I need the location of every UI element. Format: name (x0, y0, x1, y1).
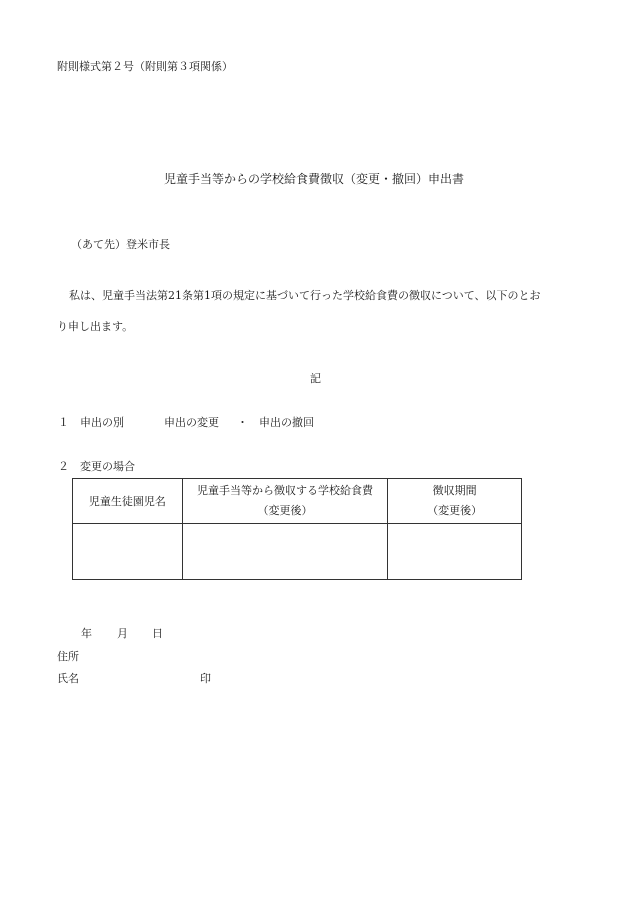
name-label: 氏名 (57, 672, 79, 685)
item-2-number: ２ (58, 460, 69, 473)
change-details-table (72, 478, 522, 580)
form-number-label: 附則様式第２号（附則第３項関係） (57, 60, 233, 73)
body-text-line-1: 私は、児童手当法第21条第1項の規定に基づいて行った学校給食費の徴収について、以下のとお (69, 289, 541, 302)
item-1-number: １ (58, 416, 69, 429)
header-lunch-fee-line-1: 児童手当等から徴収する学校給食費 (197, 484, 374, 497)
date-month[interactable]: 月 (117, 627, 128, 640)
header-collection-period-line-1: 徴収期間 (432, 484, 477, 497)
table-row (73, 524, 522, 580)
header-student-name: 児童生徒園児名 (73, 479, 183, 524)
option-separator: ・ (237, 416, 248, 429)
cell-student-name[interactable] (73, 524, 183, 580)
header-collection-period (388, 479, 522, 524)
body-text-line-2: り申し出ます。 (57, 320, 134, 333)
option-withdraw[interactable]: 申出の撤回 (259, 416, 314, 429)
option-change[interactable]: 申出の変更 (164, 416, 219, 429)
item-2-label: 変更の場合 (80, 460, 135, 473)
header-lunch-fee (182, 479, 388, 524)
seal-mark: 印 (200, 672, 211, 685)
address-label: 住所 (57, 650, 79, 663)
item-1-label: 申出の別 (80, 416, 124, 429)
date-day[interactable]: 日 (152, 627, 163, 640)
ki-heading: 記 (310, 372, 321, 385)
header-collection-period-line-2: （変更後） (427, 504, 483, 517)
cell-lunch-fee[interactable] (182, 524, 388, 580)
addressee: （あて先）登米市長 (71, 238, 170, 251)
page-title: 児童手当等からの学校給食費徴収（変更・撤回）申出書 (164, 172, 465, 186)
date-year[interactable]: 年 (81, 627, 92, 640)
cell-collection-period[interactable] (388, 524, 522, 580)
header-lunch-fee-line-2: （変更後） (257, 504, 313, 517)
table-header-row (73, 479, 522, 524)
